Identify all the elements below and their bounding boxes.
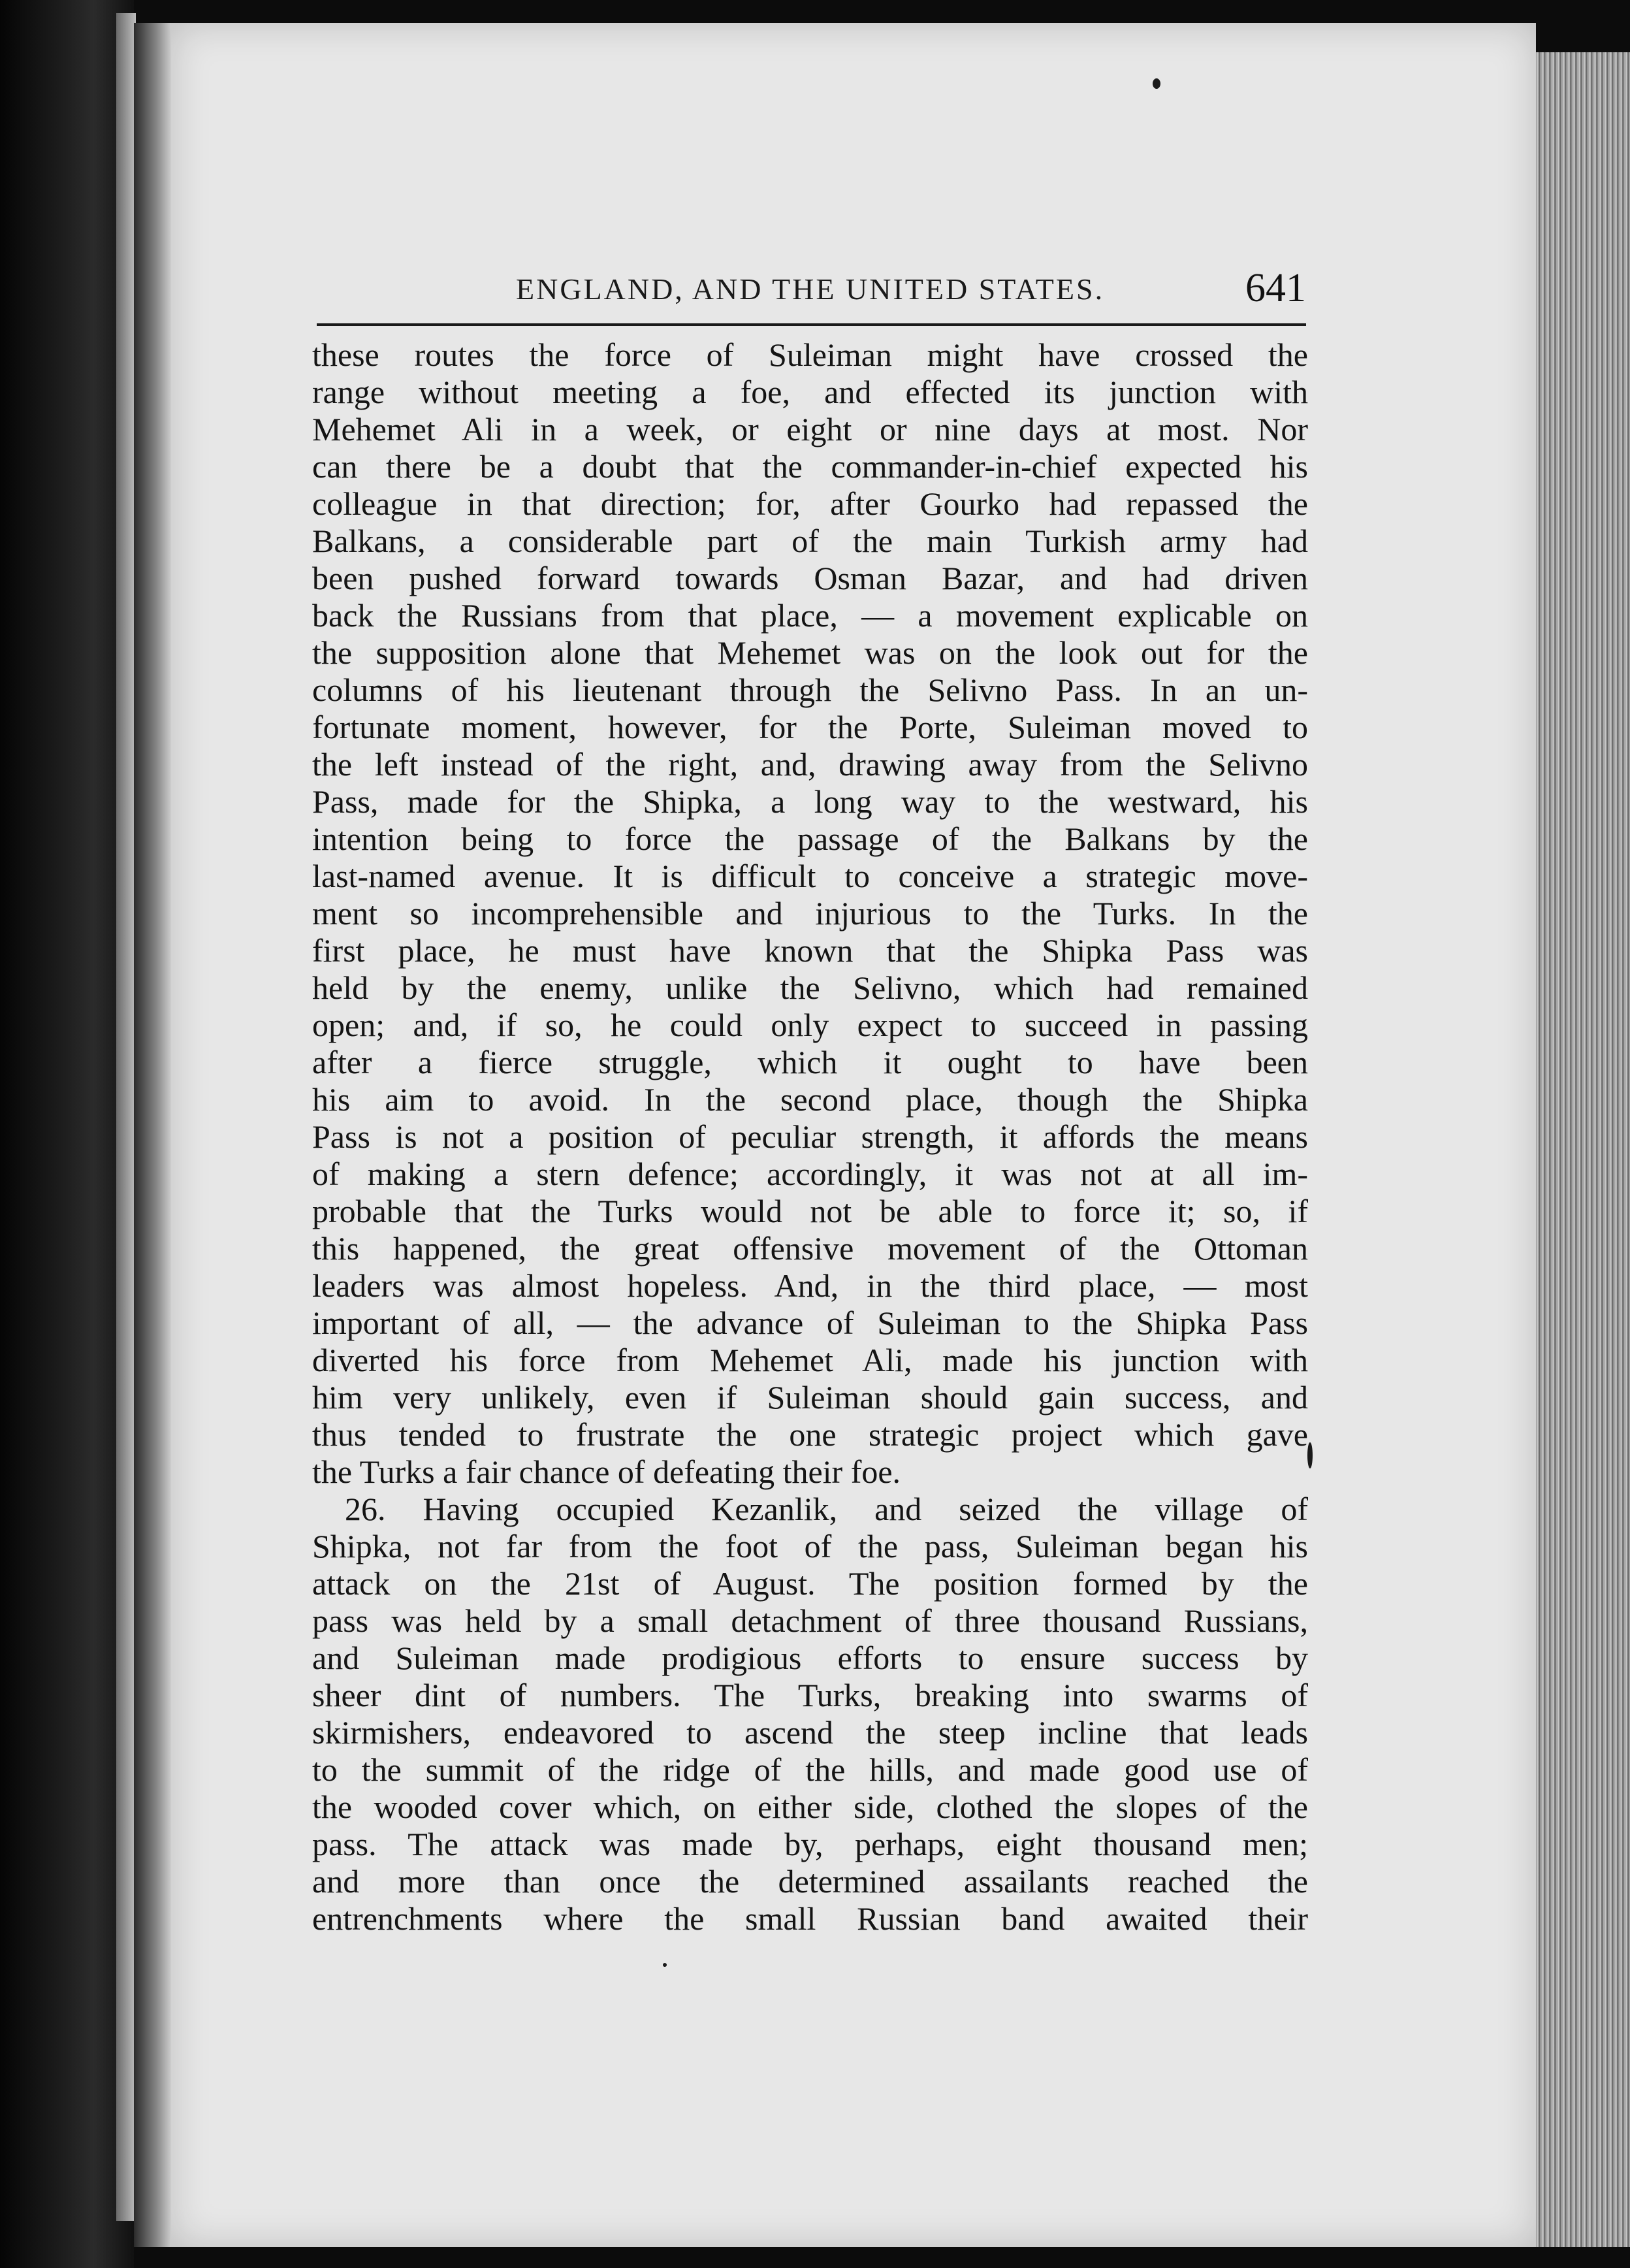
text-line: range without meeting a foe, and effected its junction with [312,374,1308,410]
text-line: and more than once the determined assailants reached the [312,1863,1308,1900]
text-line: this happened, the great offensive movement of the Ottoman [312,1230,1308,1267]
running-head [313,266,1306,324]
header-rule [317,323,1306,326]
ink-speck [1153,78,1160,89]
text-line: pass. The attack was made by, perhaps, eight thousand men; [312,1826,1308,1862]
text-line: fortunate moment, however, for the Porte, Suleiman moved to [312,709,1308,745]
text-line: the left instead of the right, and, drawing away from the Selivno [312,746,1308,783]
text-line: skirmishers, endeavored to ascend the steep incline that leads [312,1714,1308,1751]
text-line: colleague in that direction; for, after Gourko had repassed the [312,485,1308,522]
text-line: entrenchments where the small Russian band awaited their [312,1900,1308,1937]
text-line: pass was held by a small detachment of three thousand Russians, [312,1602,1308,1639]
facing-page-edge [116,13,136,2221]
ink-speck [663,1963,667,1967]
text-line: and Suleiman made prodigious efforts to ensure success by [312,1640,1308,1676]
text-line: probable that the Turks would not be able to force it; so, if [312,1193,1308,1229]
text-line: can there be a doubt that the commander-in-chief expected his [312,448,1308,485]
text-line: of making a stern defence; accordingly, it was not at all im- [312,1156,1308,1192]
text-line: attack on the 21st of August. The position formed by the [312,1565,1308,1602]
text-line: held by the enemy, unlike the Selivno, which had remained [312,969,1308,1006]
ink-speck [1307,1442,1313,1468]
text-line: Mehemet Ali in a week, or eight or nine days at most. Nor [312,411,1308,447]
text-line: to the summit of the ridge of the hills, and made good use of [312,1751,1308,1788]
stacked-page-edges [1536,52,1630,2247]
text-line: sheer dint of numbers. The Turks, breaking into swarms of [312,1677,1308,1713]
text-line: ment so incomprehensible and injurious to the Turks. In the [312,895,1308,932]
text-line: 26. Having occupied Kezanlik, and seized the village of [345,1491,1308,1527]
text-line: important of all, — the advance of Suleiman to the Shipka Pass [312,1304,1308,1341]
text-line: columns of his lieutenant through the Selivno Pass. In an un- [312,672,1308,708]
text-line: Pass is not a position of peculiar strength, it affords the means [312,1118,1308,1155]
text-line: the wooded cover which, on either side, clothed the slopes of the [312,1789,1308,1825]
text-line: diverted his force from Mehemet Ali, made his junction with [312,1342,1308,1378]
text-line: back the Russians from that place, — a movement explicable on [312,597,1308,634]
text-line: Balkans, a considerable part of the main Turkish army had [312,523,1308,559]
text-line: been pushed forward towards Osman Bazar, and had driven [312,560,1308,596]
text-line: intention being to force the passage of the Balkans by the [312,820,1308,857]
text-line: open; and, if so, he could only expect to succeed in passing [312,1007,1308,1043]
text-line: after a fierce struggle, which it ought to have been [312,1044,1308,1080]
text-line: Pass, made for the Shipka, a long way to the westward, his [312,783,1308,820]
left-book-edge [0,0,134,2268]
text-line: his aim to avoid. In the second place, though the Shipka [312,1081,1308,1118]
text-line: him very unlikely, even if Suleiman should gain success, and [312,1379,1308,1416]
text-line: first place, he must have known that the Shipka Pass was [312,932,1308,969]
text-line: thus tended to frustrate the one strategic project which gave [312,1416,1308,1453]
text-line: the Turks a fair chance of defeating their foe. [312,1453,901,1490]
text-line: last-named avenue. It is difficult to conceive a strategic move- [312,858,1308,894]
text-line: these routes the force of Suleiman might have crossed the [312,336,1308,373]
body-text [312,336,1308,1937]
page-number: 641 [1245,266,1306,310]
page-gutter [134,23,173,2247]
text-line: leaders was almost hopeless. And, in the third place, — most [312,1267,1308,1304]
text-line: Shipka, not far from the foot of the pass, Suleiman began his [312,1528,1308,1564]
text-line: the supposition alone that Mehemet was on the look out for the [312,634,1308,671]
running-head-title: ENGLAND, AND THE UNITED STATES. [516,272,1105,306]
